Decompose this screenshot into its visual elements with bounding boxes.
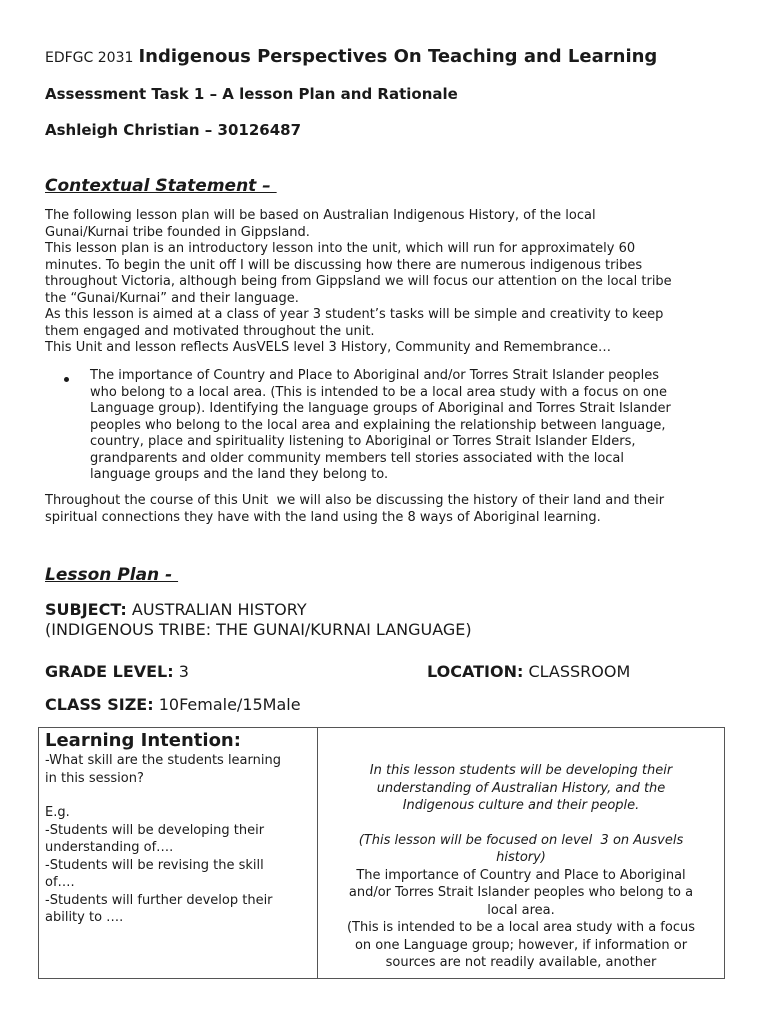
text-line: (This lesson will be focused on level 3 on Ausvels [358, 832, 684, 848]
text-line: sources are not readily available, another [385, 955, 657, 970]
text-line: As this lesson is aimed at a class of year 3 student’s tasks will be simple and creativity to keep [45, 307, 664, 322]
text-line: (This is intended to be a local area study with a focus [346, 920, 695, 935]
text-line: The importance of Country and Place to Aboriginal [356, 867, 686, 883]
subject-line [45, 600, 307, 619]
grade-label: GRADE LEVEL: [45, 662, 174, 681]
text-line: throughout Victoria, although being from Gippsland we will focus our attention on the local tribe [45, 274, 672, 289]
text-line: The importance of Country and Place to Aboriginal and/or Torres Strait Islander peoples [90, 368, 660, 383]
course-code: EDFGC 2031 [45, 50, 134, 66]
learning-intention-table [38, 727, 725, 979]
response-detail [326, 867, 716, 972]
text-line: who belong to a local area. (This is intended to be a local area study with a focus on one [90, 384, 668, 400]
class-size-line [45, 695, 301, 714]
text-line: The following lesson plan will be based on Australian Indigenous History, of the local [45, 208, 596, 223]
location-value: CLASSROOM [523, 662, 631, 681]
grade-value: 3 [173, 662, 189, 681]
contextual-closing [45, 493, 664, 526]
bullet-marker [64, 367, 69, 386]
contextual-paragraph [45, 208, 672, 357]
text-line: in this session? [45, 770, 144, 786]
text-line: on one Language group; however, if information or [354, 937, 688, 953]
contextual-heading: Contextual Statement – [45, 176, 277, 196]
text-line: Indigenous culture and their people. [402, 798, 640, 813]
subject-value: AUSTRALIAN HISTORY [126, 600, 307, 619]
learning-intention-cell [39, 728, 318, 979]
class-size-value: 10Female/15Male [153, 695, 301, 714]
text-line: them engaged and motivated throughout the unit. [45, 323, 375, 339]
text-line: history) [496, 850, 546, 865]
text-line: In this lesson students will be developing their [369, 763, 673, 778]
text-line: local area. [487, 902, 555, 918]
bullet-dot-icon [64, 377, 69, 382]
text-line: ability to …. [45, 910, 124, 925]
text-line: understanding of Australian History, and the [376, 780, 666, 796]
text-line: E.g. [45, 805, 70, 820]
class-size-label: CLASS SIZE: [45, 695, 154, 714]
text-line: minutes. To begin the unit off I will be discussing how there are numerous indigenous tribes [45, 257, 643, 273]
table-row [39, 728, 725, 979]
text-line: Language group). Identifying the language groups of Aboriginal and Torres Strait Islander [90, 401, 671, 416]
grade-line [45, 662, 189, 681]
document-header [45, 46, 657, 67]
text-line: -Students will be developing their [45, 822, 265, 838]
text-line: of…. [45, 875, 75, 890]
text-line: and/or Torres Strait Islander peoples who belong to a [348, 885, 694, 900]
text-line: spiritual connections they have with the land using the 8 ways of Aboriginal learning. [45, 509, 601, 525]
text-line: -What skill are the students learning [45, 753, 281, 768]
text-line: Throughout the course of this Unit we will also be discussing the history of their land and their [45, 493, 665, 508]
lesson-plan-heading: Lesson Plan - [45, 565, 179, 585]
learning-intention-prompt [45, 752, 311, 787]
response-intro [326, 762, 716, 815]
text-line: peoples who belong to the local area and explaining the relationship between language, [90, 417, 666, 433]
subject-subtitle: (INDIGENOUS TRIBE: THE GUNAI/KURNAI LANGUAGE) [45, 620, 472, 639]
learning-intention-examples [45, 804, 311, 927]
contextual-bullet [90, 368, 671, 484]
learning-intention-heading: Learning Intention: [45, 730, 241, 751]
text-line: language groups and the land they belong to. [90, 467, 389, 482]
text-line: grandparents and older community members tell stories associated with the local [90, 450, 624, 466]
text-line: Gunai/Kurnai tribe founded in Gippsland. [45, 224, 310, 240]
text-line: understanding of…. [45, 840, 174, 855]
assessment-title: Assessment Task 1 – A lesson Plan and Rationale [45, 85, 458, 103]
course-title: Indigenous Perspectives On Teaching and Learning [138, 46, 658, 67]
student-line: Ashleigh Christian – 30126487 [45, 121, 302, 139]
text-line: country, place and spirituality listening to Aboriginal or Torres Strait Islander Elders, [90, 434, 636, 449]
response-focus [326, 832, 716, 867]
text-line: This lesson plan is an introductory lesson into the unit, which will run for approximately 60 [45, 241, 636, 256]
text-line: -Students will be revising the skill [45, 857, 264, 873]
text-line: This Unit and lesson reflects AusVELS level 3 History, Community and Remembrance… [45, 340, 612, 355]
location-line [427, 662, 630, 681]
learning-intention-response-cell [318, 728, 725, 979]
subject-label: SUBJECT: [45, 600, 127, 619]
text-line: -Students will further develop their [45, 892, 273, 908]
location-label: LOCATION: [427, 662, 524, 681]
text-line: the “Gunai/Kurnai” and their language. [45, 290, 299, 306]
